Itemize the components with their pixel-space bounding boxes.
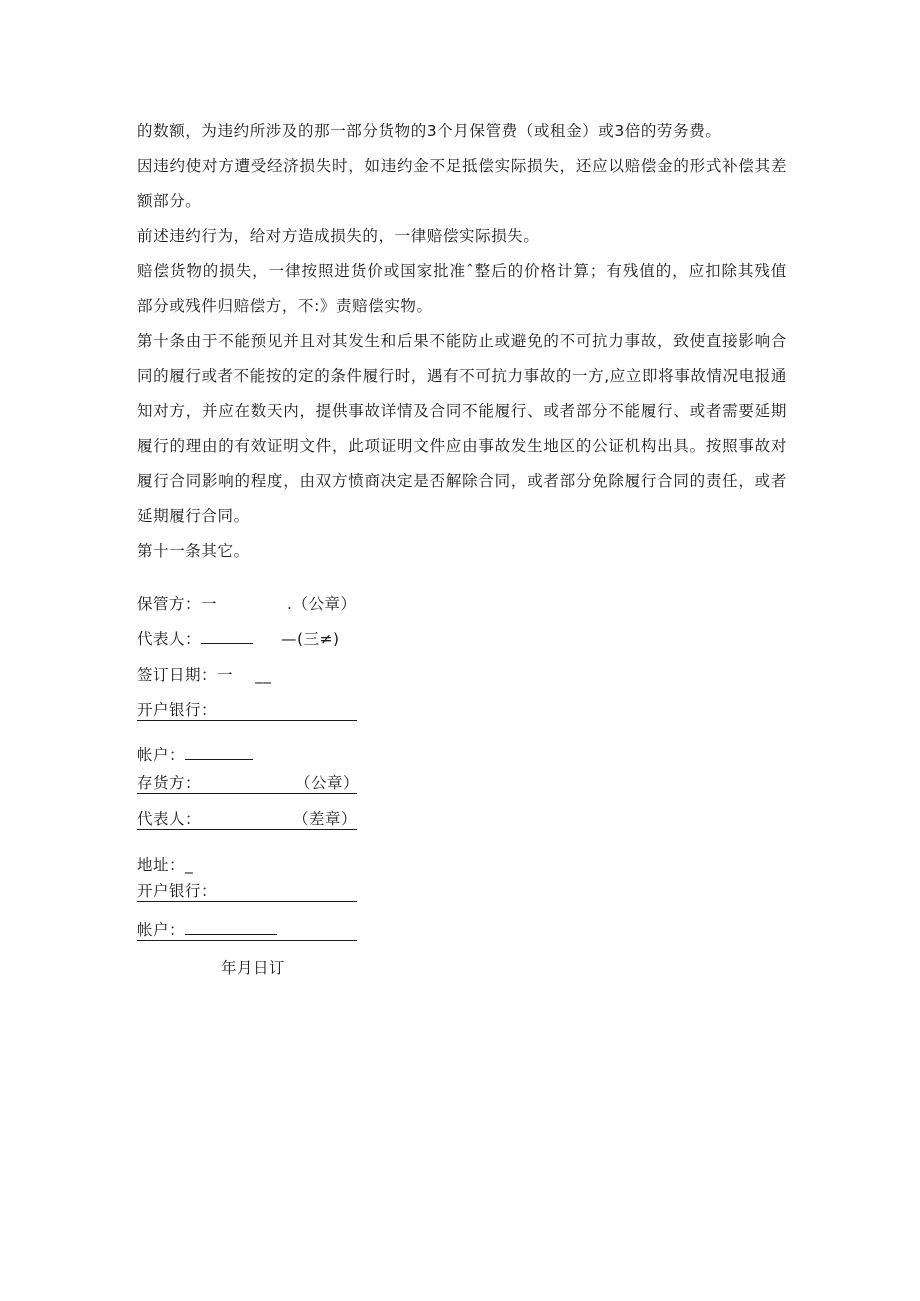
depositor-rep-line [137, 809, 357, 829]
paragraph-goods-loss: 赔偿货物的损失，一律按照进货价或国家批准ˆ整后的价格计算；有残值的，应扣除其残值部分或残件归赔偿方，不:》责赔偿实物。 [137, 262, 787, 315]
depositor-line [137, 773, 359, 793]
depositor-bank-label: 开户银行： [137, 882, 218, 900]
paragraph-article-10: 第十条由于不能预见并且对其发生和后果不能防止或避免的不可抗力事故，致使直接影响合同的履行或者不能按的定的条件履行时，遇有不可抗力事故的一方,应立即将事故情况电报通知对方，并应在数天内，提供事故详情及合同不能履行、或者部分不能履行、或者需要延期履行的理由的有效证明文件，此项证明文件应由事故发生地区的公证机构出具。按照事故对履行合同影响的程度，由双方愤商决定是否解除合同，或者部分免除履行合同的责任，或者延期履行合同。 [137, 332, 787, 525]
keeper-rep-blank [201, 629, 253, 644]
sign-date-line [137, 665, 272, 685]
keeper-account-label: 帐户： [137, 746, 186, 764]
depositor-rep-rule [137, 829, 357, 830]
paragraph-penalty-amount: 的数额，为违约所涉及的那一部分货物的3个月保管费（或租金）或3倍的劳务费。 [137, 122, 722, 140]
keeper-bank-label: 开户银行： [137, 701, 218, 719]
depositor-account-rule [137, 940, 357, 941]
depositor-account-label: 帐户： [137, 921, 186, 939]
date-footer: 年月日订 [221, 959, 286, 977]
paragraph-actual-loss: 前述违约行为，给对方造成损失的，一律赔偿实际损失。 [137, 227, 540, 245]
paragraph-article-11: 第十一条其它。 [137, 542, 250, 560]
sign-date-tail: __ [255, 666, 272, 684]
address-label: 地址：_ [137, 856, 194, 874]
depositor-rep-label: 代表人： [137, 810, 202, 828]
sign-date-label: 签订日期：一 [137, 666, 234, 684]
depositor-account-blank [185, 920, 277, 935]
keeper-seal: .（公章） [287, 595, 357, 613]
keeper-bank-line [137, 700, 217, 720]
depositor-rep-seal: （差章） [293, 810, 358, 828]
keeper-rep-label: 代表人： [137, 630, 202, 648]
depositor-bank-rule [137, 901, 357, 902]
depositor-rule [137, 793, 357, 794]
keeper-label: 保管方：一 [137, 595, 218, 613]
depositor-bank-line [137, 881, 217, 901]
keeper-line [137, 594, 356, 614]
keeper-rep-line [137, 629, 340, 649]
depositor-label: 存货方： [137, 774, 202, 792]
paragraph-compensation: 因违约使对方遭受经济损失时，如违约金不足抵偿实际损失，还应以赔偿金的形式补偿其差额部分。 [137, 157, 787, 210]
depositor-account-line [137, 920, 277, 940]
keeper-bank-rule [137, 720, 357, 721]
keeper-account-line [137, 745, 253, 765]
depositor-seal: （公章） [295, 774, 360, 792]
keeper-rep-seal: —(三≠) [281, 630, 340, 648]
keeper-account-blank [185, 745, 253, 760]
address-line [137, 855, 193, 875]
